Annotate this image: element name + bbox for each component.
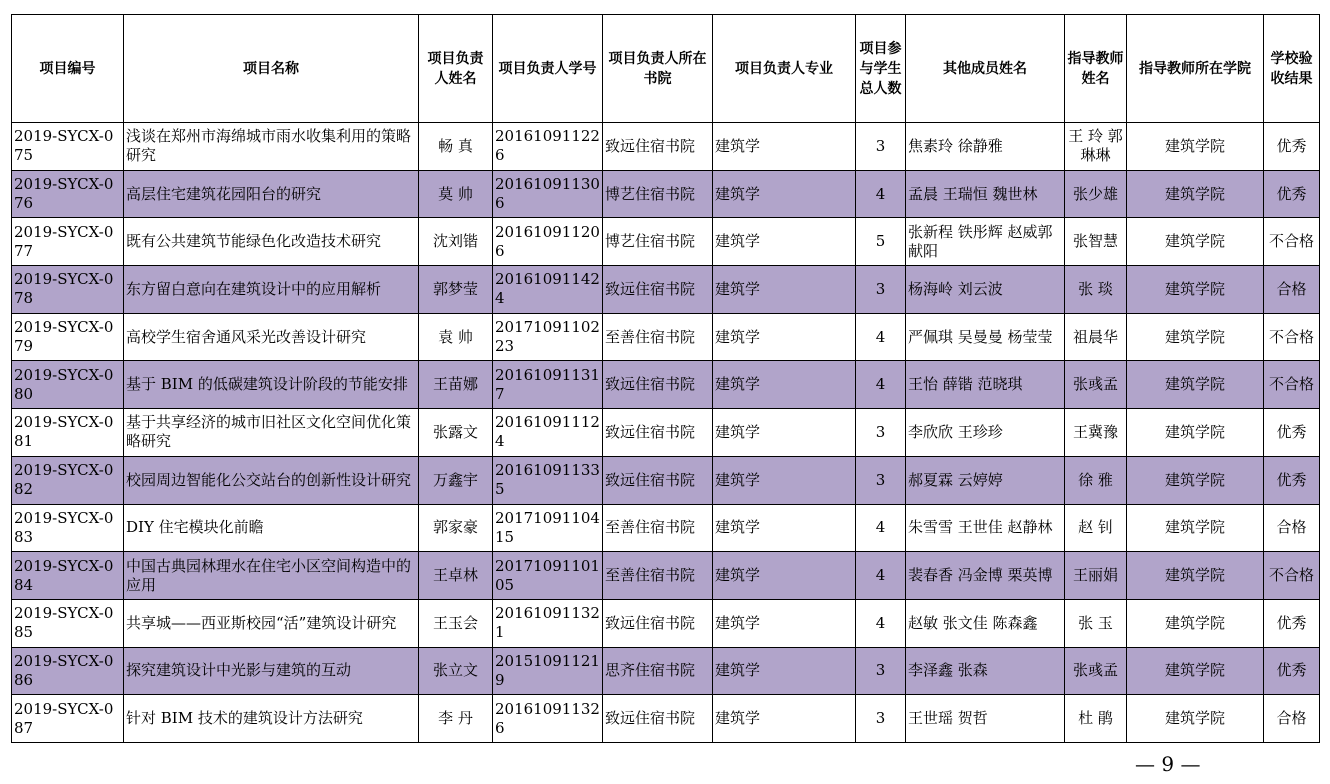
cell-project-id: 2019-SYCX-082: [12, 456, 124, 504]
cell-other-members: 张新程 铁彤辉 赵威郭献阳: [906, 218, 1065, 266]
cell-project-id: 2019-SYCX-076: [12, 170, 124, 218]
table-row: [12, 456, 1320, 504]
cell-project-name: 浅谈在郑州市海绵城市雨水收集利用的策略研究: [124, 123, 419, 171]
cell-leader-student-id: 201510911219: [493, 647, 603, 695]
cell-participant-count: 3: [856, 266, 906, 314]
cell-participant-count: 5: [856, 218, 906, 266]
cell-leader-name: 张立文: [419, 647, 493, 695]
cell-acceptance-result: 不合格: [1264, 552, 1320, 600]
cell-leader-name: 王苗娜: [419, 361, 493, 409]
cell-project-name: 针对 BIM 技术的建筑设计方法研究: [124, 695, 419, 743]
cell-project-name: 基于 BIM 的低碳建筑设计阶段的节能安排: [124, 361, 419, 409]
cell-leader-college: 致远住宿书院: [603, 409, 713, 457]
cell-participant-count: 4: [856, 599, 906, 647]
cell-advisor-name: 张彧孟: [1065, 361, 1127, 409]
cell-leader-name: 袁 帅: [419, 313, 493, 361]
cell-leader-major: 建筑学: [713, 266, 856, 314]
cell-participant-count: 3: [856, 123, 906, 171]
cell-leader-college: 致远住宿书院: [603, 456, 713, 504]
cell-leader-name: 王玉会: [419, 599, 493, 647]
cell-advisor-school: 建筑学院: [1127, 695, 1264, 743]
table-row: [12, 123, 1320, 171]
cell-advisor-name: 王冀豫: [1065, 409, 1127, 457]
cell-other-members: 李泽鑫 张森: [906, 647, 1065, 695]
cell-leader-college: 致远住宿书院: [603, 695, 713, 743]
cell-leader-student-id: 201610911321: [493, 599, 603, 647]
cell-leader-name: 王卓林: [419, 552, 493, 600]
table-row: [12, 695, 1320, 743]
header-project-name: 项目名称: [124, 15, 419, 123]
cell-participant-count: 4: [856, 170, 906, 218]
cell-acceptance-result: 不合格: [1264, 218, 1320, 266]
cell-participant-count: 3: [856, 695, 906, 743]
cell-project-id: 2019-SYCX-084: [12, 552, 124, 600]
cell-leader-college: 致远住宿书院: [603, 361, 713, 409]
header-leader-college: 项目负责人所在书院: [603, 15, 713, 123]
table-row: [12, 599, 1320, 647]
cell-other-members: 朱雪雪 王世佳 赵静林: [906, 504, 1065, 552]
cell-participant-count: 4: [856, 552, 906, 600]
cell-advisor-name: 徐 雅: [1065, 456, 1127, 504]
cell-leader-major: 建筑学: [713, 313, 856, 361]
cell-other-members: 李欣欣 王珍珍: [906, 409, 1065, 457]
cell-project-name: 既有公共建筑节能绿色化改造技术研究: [124, 218, 419, 266]
cell-acceptance-result: 优秀: [1264, 647, 1320, 695]
cell-other-members: 裴春香 冯金博 栗英博: [906, 552, 1065, 600]
cell-project-name: DIY 住宅模块化前瞻: [124, 504, 419, 552]
cell-advisor-name: 祖晨华: [1065, 313, 1127, 361]
header-leader-major: 项目负责人专业: [713, 15, 856, 123]
cell-leader-college: 博艺住宿书院: [603, 170, 713, 218]
table-row: [12, 504, 1320, 552]
table-row: [12, 170, 1320, 218]
cell-leader-major: 建筑学: [713, 695, 856, 743]
cell-leader-major: 建筑学: [713, 552, 856, 600]
header-acceptance-result: 学校验收结果: [1264, 15, 1320, 123]
cell-other-members: 赵敏 张文佳 陈森鑫: [906, 599, 1065, 647]
cell-advisor-name: 张 玉: [1065, 599, 1127, 647]
cell-project-id: 2019-SYCX-080: [12, 361, 124, 409]
cell-leader-student-id: 201610911317: [493, 361, 603, 409]
cell-advisor-school: 建筑学院: [1127, 266, 1264, 314]
cell-leader-major: 建筑学: [713, 409, 856, 457]
table-row: [12, 266, 1320, 314]
cell-project-id: 2019-SYCX-075: [12, 123, 124, 171]
cell-advisor-school: 建筑学院: [1127, 647, 1264, 695]
cell-leader-name: 莫 帅: [419, 170, 493, 218]
table-row: [12, 218, 1320, 266]
cell-advisor-name: 张智慧: [1065, 218, 1127, 266]
cell-leader-major: 建筑学: [713, 456, 856, 504]
header-project-id: 项目编号: [12, 15, 124, 123]
cell-acceptance-result: 合格: [1264, 695, 1320, 743]
cell-other-members: 郝夏霖 云婷婷: [906, 456, 1065, 504]
cell-leader-major: 建筑学: [713, 218, 856, 266]
page-number: — 9 —: [1135, 752, 1201, 776]
cell-leader-name: 畅 真: [419, 123, 493, 171]
cell-project-name: 共享城——西亚斯校园“活”建筑设计研究: [124, 599, 419, 647]
cell-leader-student-id: 201610911424: [493, 266, 603, 314]
cell-leader-name: 张露文: [419, 409, 493, 457]
cell-advisor-name: 张少雄: [1065, 170, 1127, 218]
header-participant-count: 项目参与学生总人数: [856, 15, 906, 123]
table-row: [12, 409, 1320, 457]
table-row: [12, 552, 1320, 600]
cell-other-members: 严佩琪 吴曼曼 杨莹莹: [906, 313, 1065, 361]
cell-leader-major: 建筑学: [713, 123, 856, 171]
cell-leader-major: 建筑学: [713, 170, 856, 218]
cell-acceptance-result: 优秀: [1264, 599, 1320, 647]
cell-leader-student-id: 2017109110415: [493, 504, 603, 552]
cell-leader-college: 至善住宿书院: [603, 313, 713, 361]
cell-acceptance-result: 合格: [1264, 266, 1320, 314]
cell-advisor-name: 王 玲 郭琳琳: [1065, 123, 1127, 171]
cell-advisor-name: 王丽娟: [1065, 552, 1127, 600]
cell-advisor-school: 建筑学院: [1127, 313, 1264, 361]
header-row: [12, 15, 1320, 123]
cell-leader-major: 建筑学: [713, 647, 856, 695]
cell-advisor-school: 建筑学院: [1127, 599, 1264, 647]
cell-advisor-school: 建筑学院: [1127, 456, 1264, 504]
cell-leader-major: 建筑学: [713, 599, 856, 647]
cell-acceptance-result: 优秀: [1264, 170, 1320, 218]
cell-other-members: 王怡 薛锴 范晓琪: [906, 361, 1065, 409]
cell-advisor-name: 张 琰: [1065, 266, 1127, 314]
cell-leader-college: 致远住宿书院: [603, 123, 713, 171]
cell-other-members: 焦素玲 徐静雅: [906, 123, 1065, 171]
cell-acceptance-result: 不合格: [1264, 361, 1320, 409]
cell-participant-count: 4: [856, 361, 906, 409]
cell-leader-name: 万鑫宇: [419, 456, 493, 504]
cell-project-name: 高校学生宿舍通风采光改善设计研究: [124, 313, 419, 361]
project-acceptance-table: [11, 14, 1320, 743]
cell-leader-student-id: 201610911306: [493, 170, 603, 218]
header-advisor-school: 指导教师所在学院: [1127, 15, 1264, 123]
cell-leader-college: 致远住宿书院: [603, 266, 713, 314]
cell-other-members: 王世瑶 贺哲: [906, 695, 1065, 743]
cell-advisor-school: 建筑学院: [1127, 123, 1264, 171]
cell-participant-count: 3: [856, 456, 906, 504]
cell-leader-major: 建筑学: [713, 504, 856, 552]
cell-advisor-name: 杜 鹃: [1065, 695, 1127, 743]
cell-project-id: 2019-SYCX-087: [12, 695, 124, 743]
cell-advisor-name: 赵 钊: [1065, 504, 1127, 552]
cell-advisor-school: 建筑学院: [1127, 218, 1264, 266]
cell-leader-student-id: 201610911124: [493, 409, 603, 457]
cell-project-id: 2019-SYCX-081: [12, 409, 124, 457]
header-leader-student-id: 项目负责人学号: [493, 15, 603, 123]
cell-project-id: 2019-SYCX-085: [12, 599, 124, 647]
cell-leader-student-id: 201610911226: [493, 123, 603, 171]
cell-acceptance-result: 优秀: [1264, 409, 1320, 457]
cell-project-name: 东方留白意向在建筑设计中的应用解析: [124, 266, 419, 314]
cell-participant-count: 4: [856, 504, 906, 552]
cell-leader-name: 郭梦莹: [419, 266, 493, 314]
cell-project-name: 校园周边智能化公交站台的创新性设计研究: [124, 456, 419, 504]
header-leader-name: 项目负责人姓名: [419, 15, 493, 123]
header-advisor-name: 指导教师姓名: [1065, 15, 1127, 123]
cell-leader-major: 建筑学: [713, 361, 856, 409]
cell-participant-count: 3: [856, 647, 906, 695]
cell-leader-college: 至善住宿书院: [603, 552, 713, 600]
table-row: [12, 361, 1320, 409]
cell-project-id: 2019-SYCX-086: [12, 647, 124, 695]
cell-advisor-school: 建筑学院: [1127, 361, 1264, 409]
cell-project-id: 2019-SYCX-077: [12, 218, 124, 266]
cell-leader-name: 沈刘锴: [419, 218, 493, 266]
cell-other-members: 杨海岭 刘云波: [906, 266, 1065, 314]
cell-leader-college: 思齐住宿书院: [603, 647, 713, 695]
cell-acceptance-result: 优秀: [1264, 456, 1320, 504]
table-row: [12, 313, 1320, 361]
cell-project-id: 2019-SYCX-078: [12, 266, 124, 314]
cell-leader-student-id: 201610911206: [493, 218, 603, 266]
cell-leader-college: 致远住宿书院: [603, 599, 713, 647]
cell-participant-count: 3: [856, 409, 906, 457]
cell-leader-student-id: 2017109110105: [493, 552, 603, 600]
cell-advisor-school: 建筑学院: [1127, 409, 1264, 457]
cell-leader-college: 博艺住宿书院: [603, 218, 713, 266]
cell-leader-student-id: 201610911335: [493, 456, 603, 504]
cell-leader-student-id: 2017109110223: [493, 313, 603, 361]
table-row: [12, 647, 1320, 695]
cell-advisor-school: 建筑学院: [1127, 504, 1264, 552]
cell-advisor-name: 张彧孟: [1065, 647, 1127, 695]
cell-advisor-school: 建筑学院: [1127, 170, 1264, 218]
cell-acceptance-result: 合格: [1264, 504, 1320, 552]
cell-project-name: 基于共享经济的城市旧社区文化空间优化策略研究: [124, 409, 419, 457]
cell-leader-name: 郭家豪: [419, 504, 493, 552]
cell-project-id: 2019-SYCX-079: [12, 313, 124, 361]
cell-project-id: 2019-SYCX-083: [12, 504, 124, 552]
cell-acceptance-result: 不合格: [1264, 313, 1320, 361]
cell-other-members: 孟晨 王瑞恒 魏世林: [906, 170, 1065, 218]
cell-leader-college: 至善住宿书院: [603, 504, 713, 552]
cell-project-name: 高层住宅建筑花园阳台的研究: [124, 170, 419, 218]
cell-leader-student-id: 201610911326: [493, 695, 603, 743]
cell-participant-count: 4: [856, 313, 906, 361]
cell-project-name: 探究建筑设计中光影与建筑的互动: [124, 647, 419, 695]
cell-advisor-school: 建筑学院: [1127, 552, 1264, 600]
cell-project-name: 中国古典园林理水在住宅小区空间构造中的应用: [124, 552, 419, 600]
header-other-members: 其他成员姓名: [906, 15, 1065, 123]
cell-acceptance-result: 优秀: [1264, 123, 1320, 171]
cell-leader-name: 李 丹: [419, 695, 493, 743]
